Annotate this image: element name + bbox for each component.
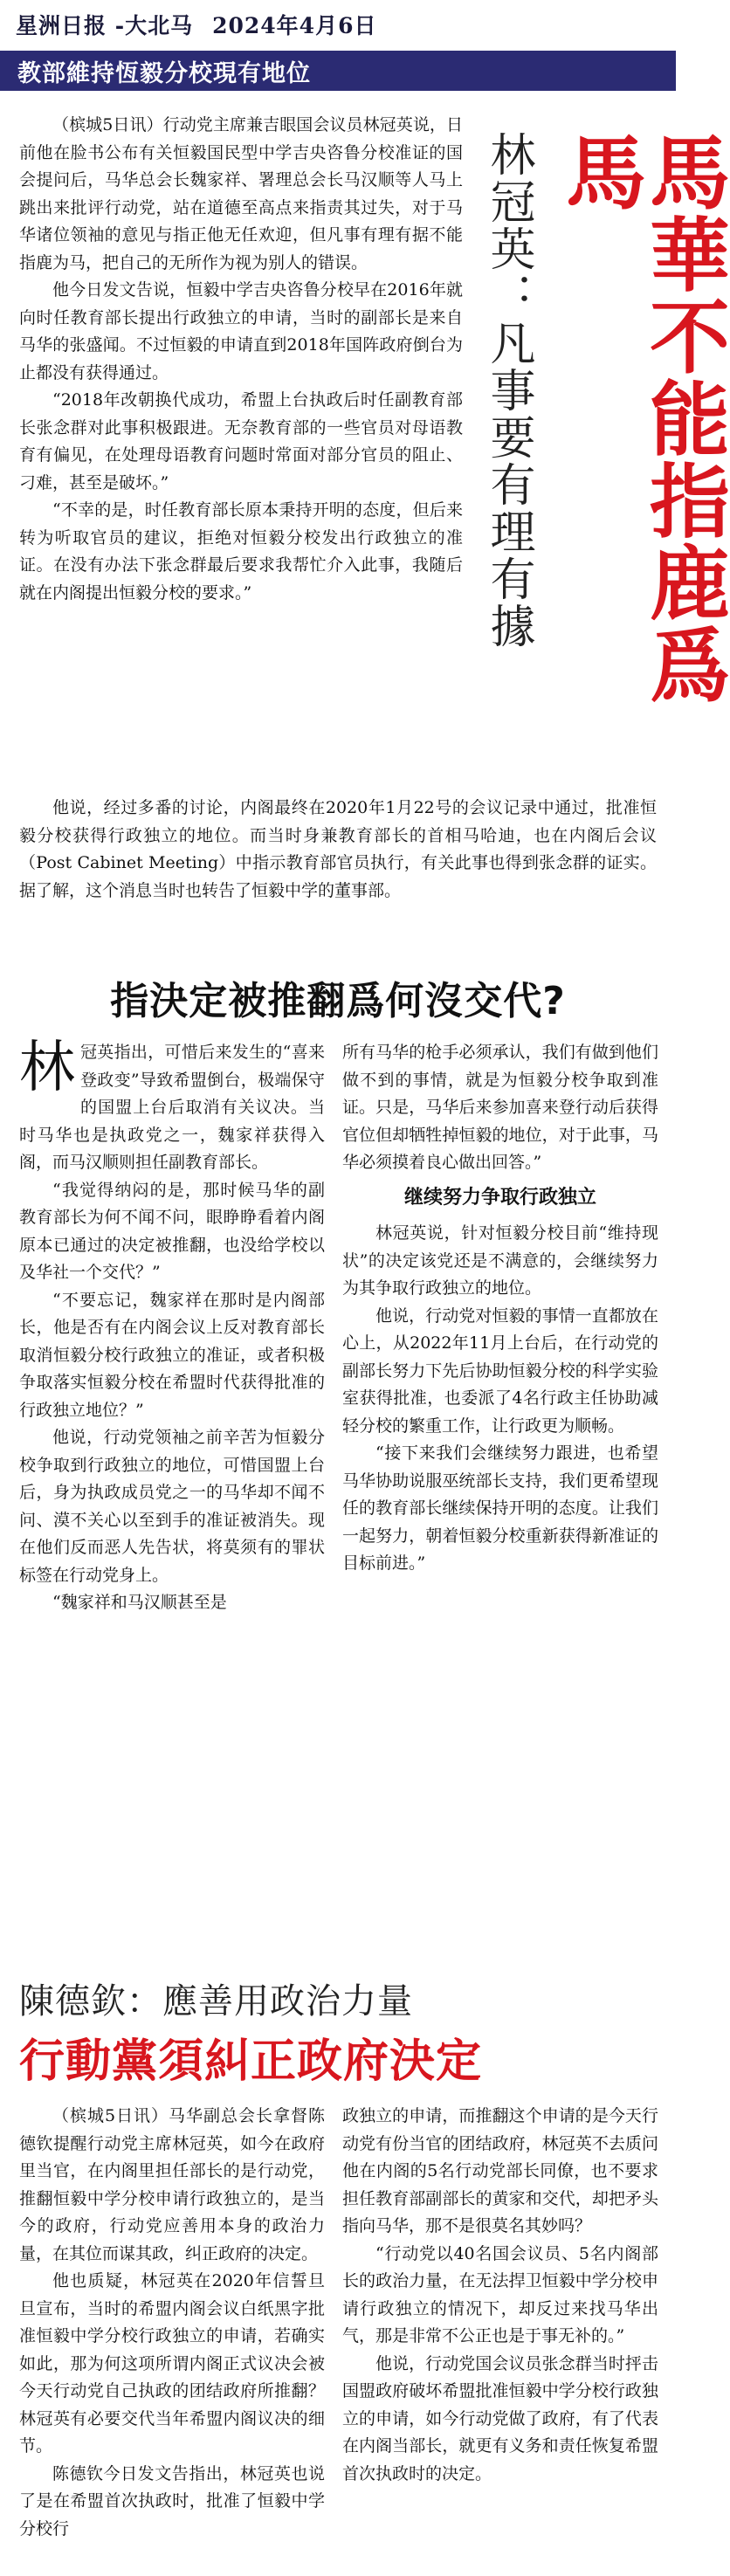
paragraph: 政独立的申请，而推翻这个申请的是今天行动党有份当官的团结政府，林冠英不去质问他在内阁的5名行动党部长同僚，也不要求担任教育部副部长的黄家和交代，却把矛头指向马华，那不是很莫名其妙吗？ (342, 2106, 658, 2235)
paragraph: 他说，行动党对恒毅的事情一直都放在心上，从2022年11月上台后，在行动党的副部长努力下先后协助恒毅分校的科学实验室获得批准，也委派了4名行政主任协助减轻分校的繁重工作，让行政更为顺畅。 (342, 1305, 658, 1436)
section-title-bar: 教部維持恆毅分校現有地位 (0, 51, 676, 91)
paragraph: “不要忘记，魏家祥在那时是内阁部长，他是否有在内阁会议上反对教育部长取消恒毅分校行政独立的准证，或者积极争取落实恒毅分校在希盟时代获得批准的行政独立地位？” (19, 1290, 325, 1420)
paragraph: 他也质疑，林冠英在2020年信誓旦旦宣布，当时的希盟内阁会议白纸黑字批准恒毅中学分校行政独立的申请，若确实如此，那为何这项所谓内阁正式议决会被今天行动党自己执政的团结政府所推翻？林冠英有必要交代当年希盟内阁议决的细节。 (19, 2271, 325, 2455)
paragraph: （槟城5日讯）行动党主席兼吉眼国会议员林冠英说，日前他在脸书公布有关恒毅国民型中学吉央咨鲁分校准证的国会提问后，马华总会长魏家祥、署理总会长马汉顺等人马上跳出来批评行动党，站在道德至高点来指责其过失，对于马华诸位领袖的意见与指正他无任欢迎，但凡事有理有据不能指鹿为马，把自己的无所作为视为别人的错误。 (19, 115, 463, 272)
paragraph: （槟城5日讯）马华副总会长拿督陈德钦提醒行动党主席林冠英，如今在政府里当官，在内阁里担任部长的是行动党，推翻恒毅中学分校申请行政独立的，是当今的政府，行动党应善用本身的政治力量，在其位而谋其政，纠正政府的决定。 (19, 2106, 325, 2263)
paragraph: 陈德钦今日发文告指出，林冠英也说了是在希盟首次执政时，批准了恒毅中学分校行 (19, 2463, 325, 2538)
paragraph: “行动党以40名国会议员、5名内阁部长的政治力量，在无法捍卫恒毅中学分校申请行政独立的情况下，却反过来找马华出气，那是非常不公正也是于事无补的。” (342, 2243, 658, 2345)
story3-subheadline: 陳德欽：應善用政治力量 (19, 1981, 413, 2022)
story2-subheading: 继续努力争取行政独立 (403, 1185, 596, 1209)
story3-right-column (342, 2103, 658, 2488)
paragraph: “魏家祥和马汉顺甚至是 (52, 1593, 227, 1612)
story2-left-column (19, 1036, 325, 1617)
drop-cap: 林 (19, 1036, 75, 1100)
story1-side-subheadline: 林冠英：凡事要有理有據 (482, 131, 534, 650)
story3-left-column (19, 2103, 325, 2543)
paragraph: “不幸的是，时任教育部长原本秉持开明的态度，但后来转为听取官员的建议，拒绝对恒毅分校发出行政独立的准证。在没有办法下张念群最后要求我帮忙介入此事，我随后就在内阁提出恒毅分校的要求。” (19, 500, 463, 603)
paragraph: 他说，行动党领袖之前辛苦为恒毅分校争取到行政独立的地位，可惜国盟上台后，身为执政成员党之一的马华却不闻不问、漠不关心以至到手的准证被消失。现在他们反而恶人先告状，将莫须有的罪状标签在行动党身上。 (19, 1428, 325, 1585)
paragraph: “接下来我们会继续努力跟进，也希望马华协助说服巫统部长支持，我们更希望现任的教育部长继续保持开明的态度。让我们一起努力，朝着恒毅分校重新获得新准证的目标前进。” (342, 1443, 658, 1573)
lead-text: 冠英指出，可惜后来发生的“喜来登政变”导致希盟倒台，极端保守的国盟上台后取消有关议决。当时马华也是执政党之一，魏家祥获得入阁，而马汉顺则担任副教育部长。 (19, 1043, 325, 1172)
story2-right-column (342, 1039, 658, 1578)
story3-headline: 行動黨須糾正政府決定 (19, 2035, 483, 2088)
story1-full-column (19, 795, 657, 905)
story1-side-headline: 馬華不能指鹿爲馬 (553, 131, 730, 706)
paragraph: 他今日发文告说，恒毅中学吉央咨鲁分校早在2016年就向时任教育部长提出行政独立的申请，当时的副部长是来自马华的张盛闻。不过恒毅的申请直到2018年国阵政府倒台为止都没有获得通过。 (19, 280, 463, 382)
paragraph: 他说，行动党国会议员张念群当时抨击国盟政府破坏希盟批准恒毅中学分校行政独立的申请，如今行动党做了政府，有了代表在内阁当部长，就更有义务和责任恢复希盟首次执政时的决定。 (342, 2353, 658, 2483)
publication-date: 2024年4月6日 (212, 13, 377, 38)
story2-headline: 指決定被推翻爲何沒交代? (110, 979, 566, 1023)
paragraph: 所有马华的枪手必须承认，我们有做到他们做不到的事情，就是为恒毅分校争取到准证。只是，马华后来参加喜来登行动后获得官位但却牺牲掉恒毅的地位，对于此事，马华必须摸着良心做出回答。” (342, 1043, 658, 1172)
paragraph: “我觉得纳闷的是，那时候马华的副教育部长为何不闻不问，眼睁睁看着内阁原本已通过的决定被推翻，也没给学校以及华社一个交代？” (19, 1180, 325, 1282)
masthead (0, 0, 676, 49)
lead-paragraph (19, 1036, 325, 1177)
paragraph: “2018年改朝换代成功，希盟上台执政后时任副教育部长张念群对此事积极跟进。无奈教育部的一些官员对母语教育有偏见，在处理母语教育问题时常面对部分官员的阻止、刁难，甚至是破坏。” (19, 390, 463, 492)
paragraph: 林冠英说，针对恒毅分校目前“维持现状”的决定该党还是不满意的，会继续努力为其争取行政独立的地位。 (342, 1223, 658, 1298)
paragraph: 他说，经过多番的讨论，内阁最终在2020年1月22号的会议记录中通过，批准恒毅分校获得行政独立的地位。而当时身兼教育部长的首相马哈迪，也在内阁后会议（Post Cabinet Meeting）中指示教育部官员执行，有关此事也得到张念群的证实。据了解，这个消息当时也转告了恒毅中学的董事部。 (19, 798, 657, 900)
newspaper-name: 星洲日报 -大北马 (16, 13, 194, 38)
story1-top-column (19, 112, 463, 607)
